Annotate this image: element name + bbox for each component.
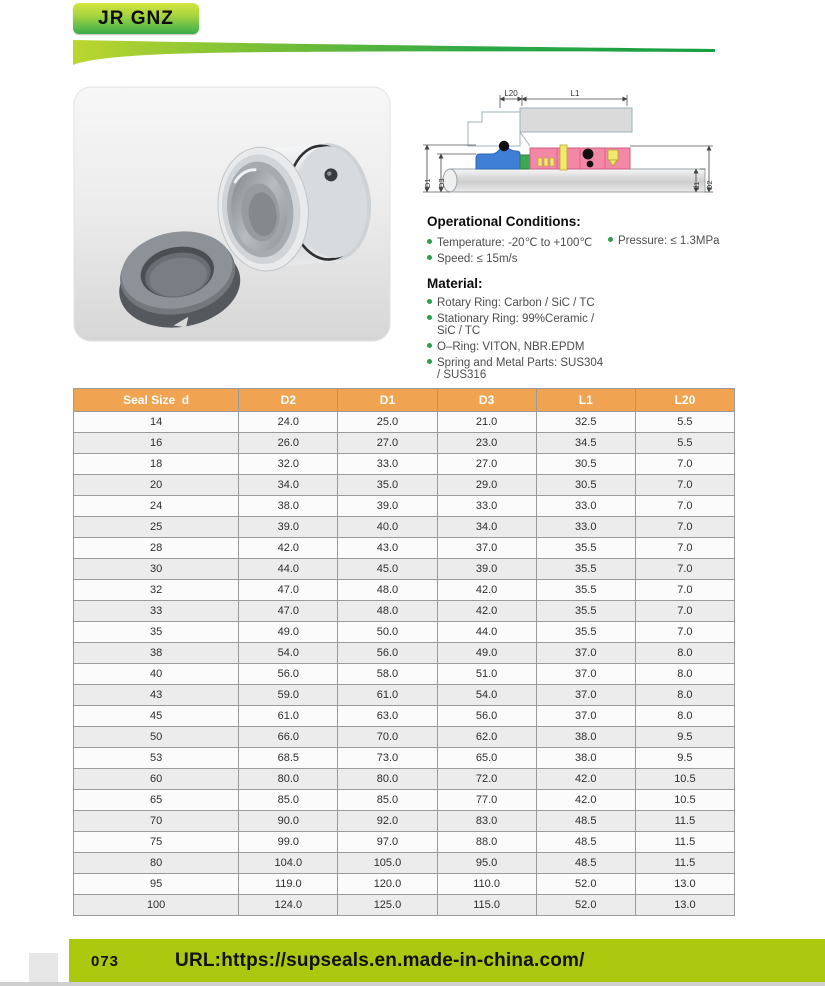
- table-cell: 54.0: [437, 685, 536, 706]
- table-cell: 80: [74, 853, 239, 874]
- table-cell: 7.0: [635, 496, 734, 517]
- table-cell: 33.0: [536, 496, 635, 517]
- table-cell: 37.0: [536, 685, 635, 706]
- spec-line: [427, 235, 772, 249]
- table-cell: 16: [74, 433, 239, 454]
- table-cell: 10.5: [635, 769, 734, 790]
- table-cell: 7.0: [635, 580, 734, 601]
- table-cell: 9.5: [635, 748, 734, 769]
- table-cell: 33.0: [338, 454, 437, 475]
- table-cell: 35: [74, 622, 239, 643]
- column-header: D1: [338, 389, 437, 412]
- table-cell: 48.5: [536, 853, 635, 874]
- table-cell: 26.0: [239, 433, 338, 454]
- table-cell: 33.0: [437, 496, 536, 517]
- spec-item-text: Temperature: -20℃ to +100℃: [437, 237, 593, 249]
- table-cell: 29.0: [437, 475, 536, 496]
- spec-line: [427, 341, 772, 353]
- column-header: D3: [437, 389, 536, 412]
- table-row: [74, 874, 735, 895]
- table-header-row: [74, 389, 735, 412]
- bullet-icon: [427, 299, 432, 304]
- spec-item: [427, 297, 608, 309]
- header-swoosh-decoration: [73, 40, 715, 66]
- table-cell: 35.5: [536, 538, 635, 559]
- product-photo: [73, 86, 391, 342]
- table-cell: 75: [74, 832, 239, 853]
- table-cell: 53: [74, 748, 239, 769]
- table-cell: 54.0: [239, 643, 338, 664]
- column-header: L20: [635, 389, 734, 412]
- table-cell: 11.5: [635, 853, 734, 874]
- seal-size-table: [73, 388, 735, 916]
- dim-label-L1: L1: [570, 89, 580, 98]
- table-cell: 7.0: [635, 559, 734, 580]
- table-cell: 42.0: [536, 769, 635, 790]
- table-cell: 125.0: [338, 895, 437, 916]
- footer-bar: [69, 939, 825, 983]
- table-cell: 56.0: [338, 643, 437, 664]
- table-cell: 70: [74, 811, 239, 832]
- table-cell: 110.0: [437, 874, 536, 895]
- dim-label-D1: D1: [423, 178, 432, 188]
- table-cell: 34.0: [239, 475, 338, 496]
- table-cell: 45.0: [338, 559, 437, 580]
- table-cell: 8.0: [635, 685, 734, 706]
- table-cell: 37.0: [536, 643, 635, 664]
- table-cell: 24.0: [239, 412, 338, 433]
- spec-item: [608, 235, 720, 249]
- table-cell: 30.5: [536, 454, 635, 475]
- diagram-oring-dot-2: [583, 149, 594, 160]
- table-cell: 48.0: [338, 580, 437, 601]
- table-cell: 48.5: [536, 832, 635, 853]
- table-cell: 10.5: [635, 790, 734, 811]
- table-cell: 77.0: [437, 790, 536, 811]
- specs-section: [427, 214, 772, 385]
- table-cell: 25: [74, 517, 239, 538]
- table-cell: 35.5: [536, 601, 635, 622]
- bullet-icon: [427, 343, 432, 348]
- operational-conditions-title: Operational Conditions:: [427, 214, 581, 229]
- table-cell: 39.0: [437, 559, 536, 580]
- table-row: [74, 853, 735, 874]
- table-row: [74, 727, 735, 748]
- table-cell: 40.0: [338, 517, 437, 538]
- spec-item: [427, 357, 608, 381]
- table-cell: 35.0: [338, 475, 437, 496]
- table-cell: 14: [74, 412, 239, 433]
- table-cell: 63.0: [338, 706, 437, 727]
- table-cell: 34.5: [536, 433, 635, 454]
- table-cell: 42.0: [536, 790, 635, 811]
- table-cell: 99.0: [239, 832, 338, 853]
- table-cell: 43: [74, 685, 239, 706]
- table-cell: 80.0: [338, 769, 437, 790]
- spec-item: [427, 313, 608, 337]
- table-cell: 32.0: [239, 454, 338, 475]
- table-cell: 83.0: [437, 811, 536, 832]
- table-row: [74, 748, 735, 769]
- table-cell: 49.0: [239, 622, 338, 643]
- table-row: [74, 601, 735, 622]
- table-cell: 37.0: [536, 664, 635, 685]
- operational-conditions-list: [427, 235, 772, 265]
- table-cell: 104.0: [239, 853, 338, 874]
- table-cell: 56.0: [239, 664, 338, 685]
- table-cell: 33.0: [536, 517, 635, 538]
- material-title: Material:: [427, 276, 483, 291]
- spec-item-text: Rotary Ring: Carbon / SiC / TC: [437, 297, 595, 309]
- table-cell: 52.0: [536, 874, 635, 895]
- table-cell: 58.0: [338, 664, 437, 685]
- table-cell: 11.5: [635, 832, 734, 853]
- table-cell: 85.0: [239, 790, 338, 811]
- table-cell: 9.5: [635, 727, 734, 748]
- table-cell: 21.0: [437, 412, 536, 433]
- bullet-icon: [608, 237, 613, 242]
- material-list: [427, 297, 772, 381]
- spec-line: [427, 313, 772, 337]
- table-cell: 95: [74, 874, 239, 895]
- table-cell: 39.0: [338, 496, 437, 517]
- table-row: [74, 538, 735, 559]
- table-cell: 5.5: [635, 412, 734, 433]
- table-cell: 72.0: [437, 769, 536, 790]
- footer-url: URL:https://supseals.en.made-in-china.com/: [175, 950, 585, 971]
- bullet-icon: [427, 359, 432, 364]
- table-row: [74, 433, 735, 454]
- dim-label-D3: D3: [437, 178, 446, 188]
- diagram-stationary-seat: [476, 147, 520, 169]
- table-cell: 97.0: [338, 832, 437, 853]
- table-cell: 47.0: [239, 601, 338, 622]
- page-bottom-edge: [0, 982, 825, 986]
- dim-label-D2: D2: [705, 180, 714, 190]
- table-cell: 65.0: [437, 748, 536, 769]
- table-cell: 100: [74, 895, 239, 916]
- table-cell: 59.0: [239, 685, 338, 706]
- table-cell: 42.0: [437, 580, 536, 601]
- table-cell: 32: [74, 580, 239, 601]
- table-cell: 13.0: [635, 874, 734, 895]
- spec-line: [427, 357, 772, 381]
- table-cell: 7.0: [635, 601, 734, 622]
- table-cell: 70.0: [338, 727, 437, 748]
- table-cell: 28: [74, 538, 239, 559]
- table-cell: 11.5: [635, 811, 734, 832]
- table-cell: 52.0: [536, 895, 635, 916]
- table-row: [74, 664, 735, 685]
- table-row: [74, 454, 735, 475]
- table-cell: 13.0: [635, 895, 734, 916]
- table-cell: 61.0: [338, 685, 437, 706]
- spec-item-text: Spring and Metal Parts: SUS304 / SUS316: [437, 357, 604, 381]
- diagram-oring-dot-1: [499, 141, 509, 151]
- table-cell: 7.0: [635, 517, 734, 538]
- table-cell: 88.0: [437, 832, 536, 853]
- table-cell: 80.0: [239, 769, 338, 790]
- table-cell: 90.0: [239, 811, 338, 832]
- table-row: [74, 517, 735, 538]
- spec-line: [427, 253, 772, 265]
- table-cell: 48.5: [536, 811, 635, 832]
- table-row: [74, 475, 735, 496]
- table-cell: 40: [74, 664, 239, 685]
- table-cell: 68.5: [239, 748, 338, 769]
- table-row: [74, 685, 735, 706]
- table-cell: 7.0: [635, 454, 734, 475]
- page-number: 073: [91, 952, 120, 970]
- table-cell: 34.0: [437, 517, 536, 538]
- table-cell: 60: [74, 769, 239, 790]
- table-cell: 27.0: [338, 433, 437, 454]
- table-cell: 119.0: [239, 874, 338, 895]
- column-header: D2: [239, 389, 338, 412]
- table-cell: 20: [74, 475, 239, 496]
- table-cell: 35.5: [536, 559, 635, 580]
- diagram-oring-dot-3: [587, 161, 594, 168]
- table-row: [74, 622, 735, 643]
- table-cell: 73.0: [338, 748, 437, 769]
- table-row: [74, 790, 735, 811]
- bullet-icon: [427, 255, 432, 260]
- column-header: L1: [536, 389, 635, 412]
- table-cell: 61.0: [239, 706, 338, 727]
- table-row: [74, 811, 735, 832]
- table-cell: 32.5: [536, 412, 635, 433]
- diagram-shaft: [450, 169, 705, 192]
- table-cell: 30: [74, 559, 239, 580]
- table-cell: 37.0: [437, 538, 536, 559]
- spec-line: [427, 297, 772, 309]
- table-row: [74, 559, 735, 580]
- table-cell: 25.0: [338, 412, 437, 433]
- table-cell: 48.0: [338, 601, 437, 622]
- table-cell: 23.0: [437, 433, 536, 454]
- technical-diagram: [420, 88, 720, 212]
- table-cell: 95.0: [437, 853, 536, 874]
- brand-logo: [73, 3, 199, 34]
- diagram-spring: [560, 145, 567, 170]
- table-cell: 47.0: [239, 580, 338, 601]
- table-cell: 38: [74, 643, 239, 664]
- table-cell: 120.0: [338, 874, 437, 895]
- table-cell: 50.0: [338, 622, 437, 643]
- spec-item-text: O–Ring: VITON, NBR.EPDM: [437, 341, 585, 353]
- table-cell: 42.0: [239, 538, 338, 559]
- table-row: [74, 706, 735, 727]
- table-cell: 18: [74, 454, 239, 475]
- diagram-gland-block: [520, 108, 632, 132]
- table-cell: 105.0: [338, 853, 437, 874]
- table-row: [74, 832, 735, 853]
- table-row: [74, 643, 735, 664]
- spec-item-text: Stationary Ring: 99%Ceramic / SiC / TC: [437, 313, 595, 337]
- table-cell: 65: [74, 790, 239, 811]
- table-cell: 85.0: [338, 790, 437, 811]
- table-row: [74, 580, 735, 601]
- spec-item: [427, 253, 608, 265]
- table-cell: 27.0: [437, 454, 536, 475]
- table-cell: 56.0: [437, 706, 536, 727]
- table-row: [74, 496, 735, 517]
- table-cell: 44.0: [239, 559, 338, 580]
- table-cell: 51.0: [437, 664, 536, 685]
- table-cell: 30.5: [536, 475, 635, 496]
- table-cell: 8.0: [635, 643, 734, 664]
- table-cell: 39.0: [239, 517, 338, 538]
- table-cell: 7.0: [635, 538, 734, 559]
- dim-label-L20: L20: [504, 89, 518, 98]
- table-cell: 66.0: [239, 727, 338, 748]
- spec-item-text: Pressure: ≤ 1.3MPa: [618, 235, 720, 247]
- spec-item-text: Speed: ≤ 15m/s: [437, 253, 518, 265]
- table-cell: 7.0: [635, 475, 734, 496]
- table-cell: 62.0: [437, 727, 536, 748]
- table-cell: 35.5: [536, 622, 635, 643]
- table-row: [74, 895, 735, 916]
- table-row: [74, 412, 735, 433]
- table-cell: 38.0: [536, 727, 635, 748]
- diagram-housing-step: [468, 112, 520, 146]
- dim-label-d1: d1: [692, 181, 701, 190]
- table-cell: 115.0: [437, 895, 536, 916]
- table-cell: 5.5: [635, 433, 734, 454]
- table-row: [74, 769, 735, 790]
- table-cell: 38.0: [536, 748, 635, 769]
- table-cell: 45: [74, 706, 239, 727]
- table-cell: 49.0: [437, 643, 536, 664]
- spec-item: [427, 235, 608, 249]
- table-cell: 38.0: [239, 496, 338, 517]
- diagram-green-ring: [520, 155, 530, 169]
- table-cell: 50: [74, 727, 239, 748]
- table-cell: 7.0: [635, 622, 734, 643]
- table-cell: 44.0: [437, 622, 536, 643]
- column-header: Seal Size d: [74, 389, 239, 412]
- brand-logo-text: JR GNZ: [98, 7, 174, 29]
- table-cell: 43.0: [338, 538, 437, 559]
- table-cell: 37.0: [536, 706, 635, 727]
- spec-item: [427, 341, 608, 353]
- table-cell: 8.0: [635, 664, 734, 685]
- bullet-icon: [427, 239, 432, 244]
- bullet-icon: [427, 315, 432, 320]
- table-cell: 92.0: [338, 811, 437, 832]
- table-cell: 33: [74, 601, 239, 622]
- table-cell: 24: [74, 496, 239, 517]
- table-cell: 42.0: [437, 601, 536, 622]
- table-cell: 8.0: [635, 706, 734, 727]
- table-cell: 35.5: [536, 580, 635, 601]
- table-cell: 124.0: [239, 895, 338, 916]
